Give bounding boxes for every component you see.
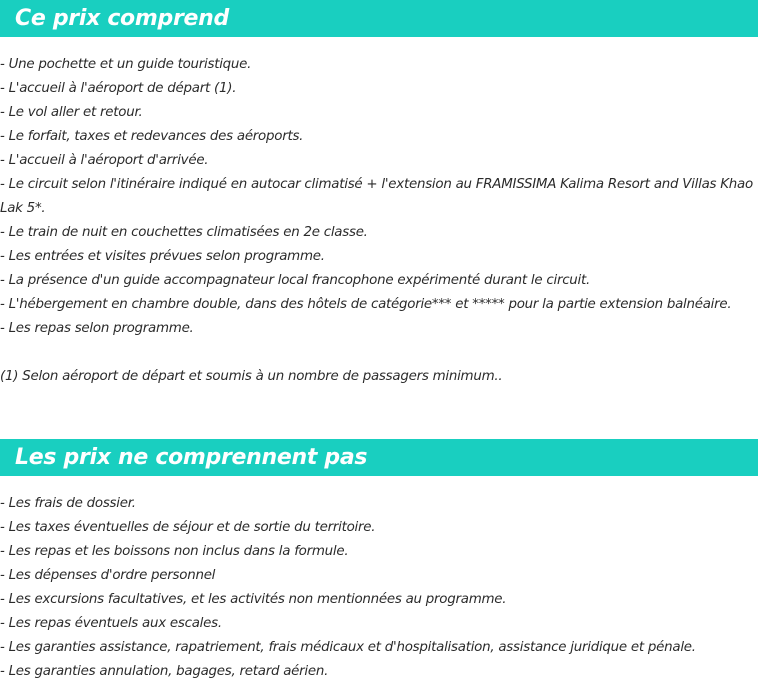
excluded-item: - Les frais de dossier. <box>0 496 136 511</box>
excluded-item: - Les garanties assistance, rapatriement, frais médicaux et d'hospitalisation, assistance juridique et pénale. <box>0 640 696 655</box>
excluded-item: - Les garanties annulation, bagages, retard aérien. <box>0 664 329 679</box>
excluded-item: - Les excursions facultatives, et les activités non mentionnées au programme. <box>0 592 507 607</box>
included-item: - Le train de nuit en couchettes climatisées en 2e classe. <box>0 225 368 240</box>
included-item: - Le vol aller et retour. <box>0 105 143 120</box>
included-item: - L'accueil à l'aéroport de départ (1). <box>0 81 237 96</box>
included-footnote: (1) Selon aéroport de départ et soumis à un nombre de passagers minimum.. <box>0 369 503 384</box>
included-item: - Les entrées et visites prévues selon programme. <box>0 249 325 264</box>
excluded-section-header <box>0 439 758 476</box>
excluded-item: - Les repas et les boissons non inclus dans la formule. <box>0 544 349 559</box>
excluded-item: - Les taxes éventuelles de séjour et de sortie du territoire. <box>0 520 376 535</box>
included-item: - Une pochette et un guide touristique. <box>0 57 252 72</box>
included-item: - L'accueil à l'aéroport d'arrivée. <box>0 153 209 168</box>
excluded-item: - Les repas éventuels aux escales. <box>0 616 222 631</box>
excluded-section-title: Les prix ne comprennent pas <box>15 445 368 470</box>
excluded-items-list <box>0 492 756 684</box>
included-item: - Le forfait, taxes et redevances des aéroports. <box>0 129 304 144</box>
included-section-title: Ce prix comprend <box>15 6 229 31</box>
included-item: - L'hébergement en chambre double, dans des hôtels de catégorie*** et ***** pour la partie extension balnéaire. <box>0 297 732 312</box>
included-item: - La présence d'un guide accompagnateur local francophone expérimenté durant le circuit. <box>0 273 591 288</box>
excluded-item: - Les dépenses d'ordre personnel <box>0 568 216 583</box>
included-item: - Le circuit selon l'itinéraire indiqué en autocar climatisé + l'extension au FRAMISSIMA Kalima Resort and Villas Khao Lak 5*. <box>0 177 753 216</box>
included-items-list <box>0 53 756 341</box>
included-section-header <box>0 0 758 37</box>
included-item: - Les repas selon programme. <box>0 321 194 336</box>
